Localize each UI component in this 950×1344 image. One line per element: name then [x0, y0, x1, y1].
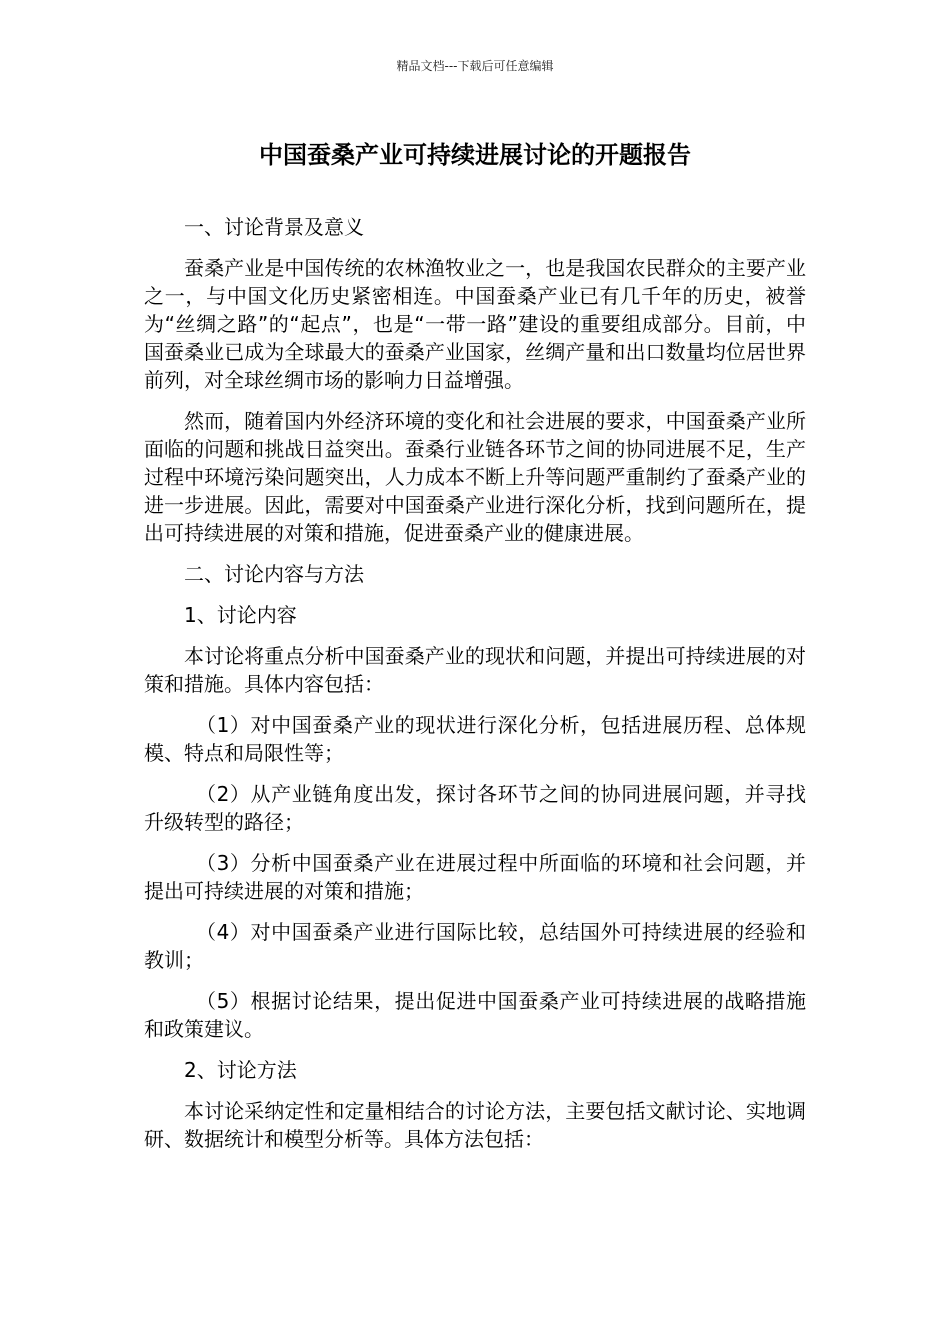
section-heading-background: 一、讨论背景及意义: [184, 215, 364, 239]
background-paragraph-1: 蚕桑产业是中国传统的农林渔牧业之一，也是我国农民群众的主要产业之一，与中国文化历史紧密相连。中国蚕桑产业已有几千年的历史，被誉为“丝绸之路”的“起点”，也是“一带一路”建设的重要组成部分。目前，中国蚕桑业已成为全球最大的蚕桑产业国家，丝绸产量和出口数量均位居世界前列，对全球丝绸市场的影响力日益增强。: [144, 256, 806, 392]
content-item-5: （5）根据讨论结果，提出促进中国蚕桑产业可持续进展的战略措施和政策建议。: [144, 989, 806, 1041]
document-title: 中国蚕桑产业可持续进展讨论的开题报告: [259, 141, 691, 169]
background-paragraph-2: 然而，随着国内外经济环境的变化和社会进展的要求，中国蚕桑产业所面临的问题和挑战日益突出。蚕桑行业链各环节之间的协同进展不足，生产过程中环境污染问题突出，人力成本不断上升等问题严重制约了蚕桑产业的进一步进展。因此，需要对中国蚕桑产业进行深化分析，找到问题所在，提出可持续进展的对策和措施，促进蚕桑产业的健康进展。: [144, 409, 806, 545]
document-body: [144, 213, 806, 1166]
content-item-3: （3）分析中国蚕桑产业在进展过程中所面临的环境和社会问题，并提出可持续进展的对策和措施；: [144, 851, 806, 903]
subheading-method: 2、讨论方法: [184, 1058, 297, 1082]
subheading-content: 1、讨论内容: [184, 603, 297, 627]
section-heading-content-method: 二、讨论内容与方法: [184, 562, 364, 586]
content-intro-paragraph: 本讨论将重点分析中国蚕桑产业的现状和问题，并提出可持续进展的对策和措施。具体内容包括：: [144, 644, 806, 696]
content-item-2: （2）从产业链角度出发，探讨各环节之间的协同进展问题，并寻找升级转型的路径；: [144, 782, 806, 834]
content-item-1: （1）对中国蚕桑产业的现状进行深化分析，包括进展历程、总体规模、特点和局限性等；: [144, 713, 806, 765]
method-intro-paragraph: 本讨论采纳定性和定量相结合的讨论方法，主要包括文献讨论、实地调研、数据统计和模型分析等。具体方法包括：: [144, 1099, 806, 1151]
content-item-4: （4）对中国蚕桑产业进行国际比较，总结国外可持续进展的经验和教训；: [144, 920, 806, 972]
header-note: 精品文档---下载后可任意编辑: [396, 59, 554, 73]
